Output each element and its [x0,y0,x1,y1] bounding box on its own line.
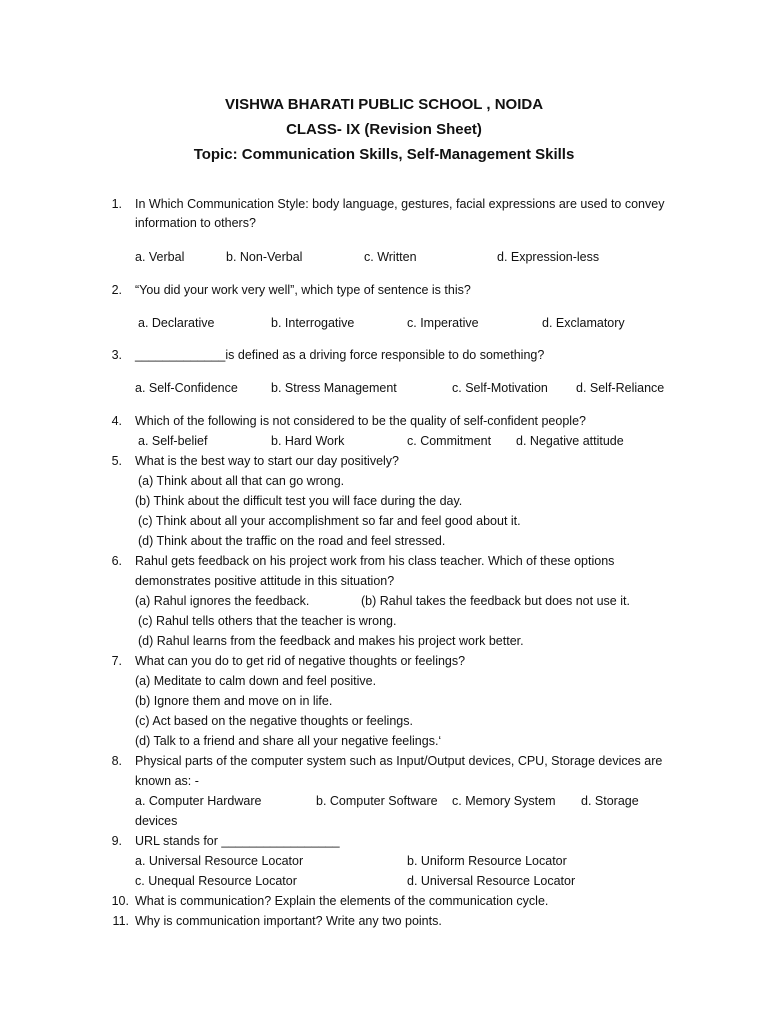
option-a: a. Declarative [138,316,215,330]
option-a: a. Universal Resource Locator [135,854,304,868]
option-a: a. Self-Confidence [135,381,238,395]
question-number: 1. [111,197,122,211]
question-number: 5. [111,454,122,468]
school-name: VISHWA BHARATI PUBLIC SCHOOL , NOIDA [224,96,544,113]
topic-line: Topic: Communication Skills, Self-Management Skills [193,146,575,163]
option-d: d. Exclamatory [542,316,625,330]
option-a: a. Verbal [135,250,185,264]
question-text: What can you do to get rid of negative thoughts or feelings? [135,654,466,668]
option-c: (c) Act based on the negative thoughts or feelings. [135,714,413,728]
option-c: c. Self-Motivation [452,381,548,395]
question-text: “You did your work very well”, which type of sentence is this? [135,283,471,297]
option-c: (c) Think about all your accomplishment so far and feel good about it. [138,514,521,528]
option-b: (b) Think about the difficult test you will face during the day. [135,494,463,508]
question-number: 3. [111,348,122,362]
question-text-cont: known as: - [135,774,199,788]
option-b: b. Uniform Resource Locator [407,854,567,868]
option-b: b. Stress Management [271,381,397,395]
option-d: d. Expression-less [497,250,600,264]
option-a: a. Self-belief [138,434,208,448]
option-b: b. Non-Verbal [226,250,303,264]
option-d: d. Universal Resource Locator [407,874,576,888]
option-c: c. Written [364,250,417,264]
option-d: (d) Rahul learns from the feedback and makes his project work better. [138,634,524,648]
question-text: Why is communication important? Write any two points. [135,914,442,928]
question-text-cont: demonstrates positive attitude in this situation? [135,574,395,588]
option-a: a. Computer Hardware [135,794,262,808]
question-text: In Which Communication Style: body language, gestures, facial expressions are used to convey [135,197,665,211]
option-c: c. Unequal Resource Locator [135,874,297,888]
question-text: What is the best way to start our day positively? [135,454,400,468]
option-c: c. Imperative [407,316,479,330]
option-b: (b) Rahul takes the feedback but does not use it. [361,594,630,608]
option-d: d. Negative attitude [516,434,624,448]
option-b: b. Computer Software [316,794,438,808]
question-number: 9. [111,834,122,848]
question-number: 6. [111,554,122,568]
option-a: (a) Meditate to calm down and feel positive. [135,674,377,688]
option-d-cont: devices [135,814,178,828]
question-text: Physical parts of the computer system such as Input/Output devices, CPU, Storage devices are [135,754,663,768]
option-d: d. Storage [581,794,639,808]
option-c: c. Commitment [407,434,492,448]
question-number: 11. [112,914,129,928]
option-d: (d) Think about the traffic on the road and feel stressed. [138,534,446,548]
question-text: URL stands for _________________ [135,834,340,848]
question-number: 4. [111,414,122,428]
question-text-cont: information to others? [135,216,256,230]
question-number: 7. [111,654,122,668]
option-d: d. Self-Reliance [576,381,665,395]
option-b: b. Interrogative [271,316,355,330]
option-c: (c) Rahul tells others that the teacher is wrong. [138,614,397,628]
question-text: Rahul gets feedback on his project work from his class teacher. Which of these options [135,554,615,568]
question-number: 8. [111,754,122,768]
question-number: 10. [111,894,129,908]
option-a: (a) Rahul ignores the feedback. [135,594,310,608]
class-line: CLASS- IX (Revision Sheet) [286,121,482,138]
question-text: What is communication? Explain the elements of the communication cycle. [135,894,549,908]
option-d: (d) Talk to a friend and share all your negative feelings.‘ [135,734,442,748]
question-text: Which of the following is not considered to be the quality of self-confident people? [135,414,586,428]
question-text: _____________is defined as a driving force responsible to do something? [135,348,545,362]
question-number: 2. [111,283,122,297]
option-a: (a) Think about all that can go wrong. [138,474,345,488]
option-b: b. Hard Work [271,434,345,448]
option-c: c. Memory System [452,794,556,808]
option-b: (b) Ignore them and move on in life. [135,694,333,708]
